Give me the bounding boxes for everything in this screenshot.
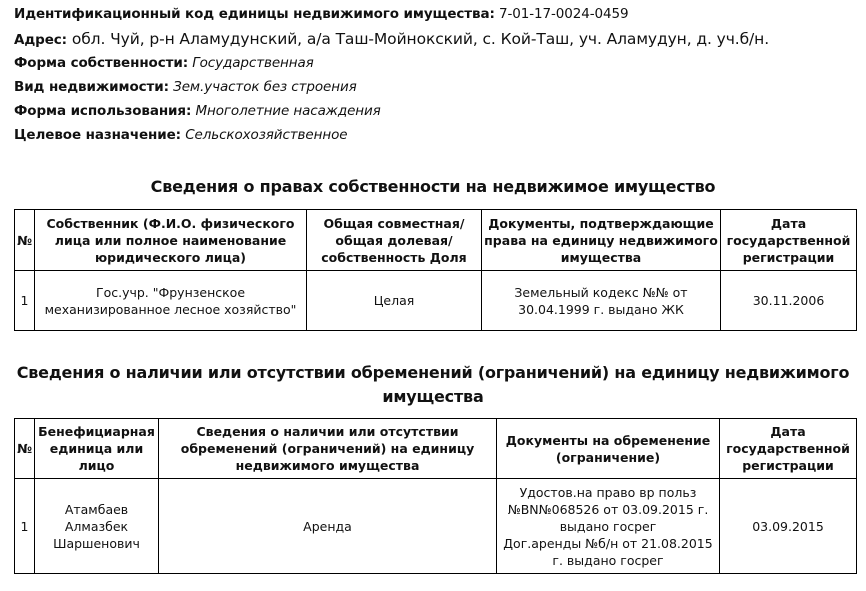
address-value: обл. Чуй, р-н Аламудунский, а/а Таш-Мойнокский, с. Кой-Таш, уч. Аламудун, д. уч.б/н. [71, 30, 770, 48]
encumbrance-table [14, 418, 857, 574]
property-type-label: Вид недвижимости: [14, 79, 169, 95]
rights-header-share: Общая совместная/ общая долевая/ собственность Доля [307, 210, 482, 271]
ownership-label: Форма собственности: [14, 55, 189, 71]
usage-label: Форма использования: [14, 103, 192, 119]
encumbrance-title-line1: Сведения о наличии или отсутствии обременений (ограничений) на единицу недвижимого [16, 363, 850, 382]
enc-docs-line1: Удостов.на право вр польз №BN№068526 от 03.09.2015 г. выдано госрег [507, 484, 709, 534]
enc-cell-docs [497, 479, 720, 574]
purpose-value: Сельскохозяйственное [185, 127, 348, 143]
address-label: Адрес: [14, 32, 67, 48]
enc-cell-num: 1 [15, 479, 35, 574]
rights-cell-docs: Земельный кодекс №№ от 30.04.1999 г. выдано ЖК [482, 271, 721, 331]
enc-header-beneficiary: Бенефициарная единица или лицо [35, 419, 159, 479]
enc-header-info: Сведения о наличии или отсутствии обременений (ограничений) на единицу недвижимого имущества [159, 419, 497, 479]
enc-header-docs: Документы на обременение (ограничение) [497, 419, 720, 479]
usage-value: Многолетние насаждения [195, 103, 381, 119]
rights-header-row [15, 210, 857, 271]
encumbrance-title-line2: имущества [382, 387, 484, 406]
address-line [14, 30, 769, 48]
id-code-value: 7-01-17-0024-0459 [499, 6, 629, 22]
property-type-line [14, 79, 357, 95]
enc-header-date: Дата государственной регистрации [720, 419, 857, 479]
rights-header-num: № [15, 210, 35, 271]
rights-cell-owner: Гос.учр. "Фрунзенское механизированное лесное хозяйство" [35, 271, 307, 331]
rights-header-docs: Документы, подтверждающие права на единицу недвижимого имущества [482, 210, 721, 271]
ownership-line [14, 55, 314, 71]
enc-docs-line2: Дог.аренды №б/н от 21.08.2015 г. выдано госрег [503, 535, 713, 568]
encumbrance-section-title [0, 361, 866, 409]
enc-cell-info: Аренда [159, 479, 497, 574]
rights-table [14, 209, 857, 331]
rights-header-owner: Собственник (Ф.И.О. физического лица или полное наименование юридического лица) [35, 210, 307, 271]
purpose-label: Целевое назначение: [14, 127, 181, 143]
ownership-value: Государственная [192, 55, 314, 71]
rights-cell-date: 30.11.2006 [721, 271, 857, 331]
encumbrance-header-row [15, 419, 857, 479]
usage-line [14, 103, 381, 119]
purpose-line [14, 127, 347, 143]
table-row [15, 271, 857, 331]
rights-section-title: Сведения о правах собственности на недвижимое имущество [150, 177, 716, 196]
rights-header-date: Дата государственной регистрации [721, 210, 857, 271]
rights-cell-share: Целая [307, 271, 482, 331]
rights-cell-num: 1 [15, 271, 35, 331]
id-code-label: Идентификационный код единицы недвижимого имущества: [14, 6, 495, 22]
enc-cell-beneficiary: Атамбаев Алмазбек Шаршенович [35, 479, 159, 574]
enc-cell-date: 03.09.2015 [720, 479, 857, 574]
enc-header-num: № [15, 419, 35, 479]
id-code-line [14, 6, 628, 22]
table-row [15, 479, 857, 574]
property-type-value: Зем.участок без строения [173, 79, 357, 95]
